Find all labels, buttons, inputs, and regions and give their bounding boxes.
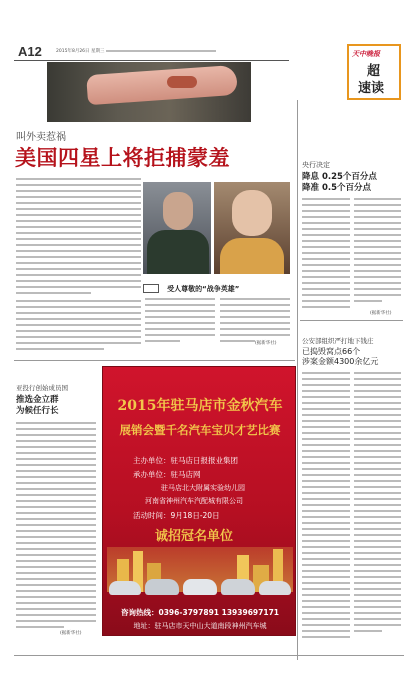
editor-line [106,50,216,52]
ad-host: 主办单位：驻马店日报报业集团 [133,456,238,465]
main-source: (据新华社) [255,341,277,346]
header-rule [14,60,289,61]
side-headline-2: 降准 0.5个百分点 [302,183,372,193]
main-body-col1b [16,298,141,356]
page-number: A12 [18,44,42,59]
column-rule [297,100,298,660]
mugshot-face [232,190,272,236]
car-row [107,575,293,601]
main-body-col3 [220,296,290,356]
ad-date: 活动时间：9月18日-20日 [133,511,220,520]
bank-body [16,420,96,630]
mugshot-shirt [220,238,284,274]
ad-address: 地址：驻马店市天中山大道南段神州汽车城 [133,622,267,630]
general-photo [143,182,211,274]
side-headline-1: 降息 0.25个百分点 [302,172,377,182]
main-bottom-rule [14,360,295,361]
general-uniform [147,230,209,274]
side-source: (据新华社) [370,311,392,316]
mugshot-photo [214,182,290,274]
car-icon [109,581,141,595]
section-title-top: 超 [367,64,381,79]
bank-kicker: 亚投行创始成员国 [16,384,68,392]
date-line: 2015年8月26日 星期三 [56,49,105,54]
ad-organizer: 承办单位：驻马店网 [133,470,201,479]
caption-tag [143,284,159,293]
section-title-bottom: 速读 [358,81,385,96]
ad-coorg-2: 河南省神州汽车汽配城有限公司 [145,497,243,505]
police-body-a [302,370,350,646]
side-kicker: 央行决定 [302,161,330,169]
brand-logo: 天中晚报 [352,49,380,58]
side-body-b [354,196,401,316]
car-icon [145,579,179,595]
car-show-ad [102,366,296,636]
car-icon [183,579,217,595]
ad-title-2: 展销会暨千名汽车宝贝才艺比赛 [119,423,281,437]
main-body-col2 [145,296,215,356]
bank-headline-1: 推选金立群 [16,395,59,405]
main-headline: 美国四星上将拒捕蒙羞 [15,146,230,170]
hand-shape [86,65,238,105]
general-face [163,192,193,230]
main-body-col1 [16,176,141,296]
bank-source: (据新华社) [60,631,82,636]
car-icon [259,581,291,595]
section-badge [347,44,401,100]
side-body-a [302,196,350,316]
police-body-b [354,370,401,646]
ad-title-1: 2015年驻马店市金秋汽车 [117,398,283,414]
police-kicker: 公安部组织严打地下钱庄 [302,337,374,345]
police-headline-2: 涉案金额4300余亿元 [302,357,379,366]
police-headline-1: 已捣毁窝点66个 [302,347,361,356]
page-bottom-rule [14,655,404,656]
wound-mark [167,76,197,88]
caption-text: 受人尊敬的“战争英雄” [167,284,240,293]
car-icon [221,579,255,595]
ad-slogan: 诚招冠名单位 [155,529,234,544]
ad-hotline: 咨询热线：0396-3797891 13939697171 [120,608,280,617]
photo-caption [143,278,290,293]
ad-coorg-1: 驻马店北大附属实验幼儿园 [161,484,245,492]
page-header [16,42,286,60]
main-kicker: 叫外卖惹祸 [16,132,66,143]
top-photo [47,62,251,122]
bank-headline-2: 为候任行长 [16,406,59,416]
right-rule-1 [300,320,403,321]
